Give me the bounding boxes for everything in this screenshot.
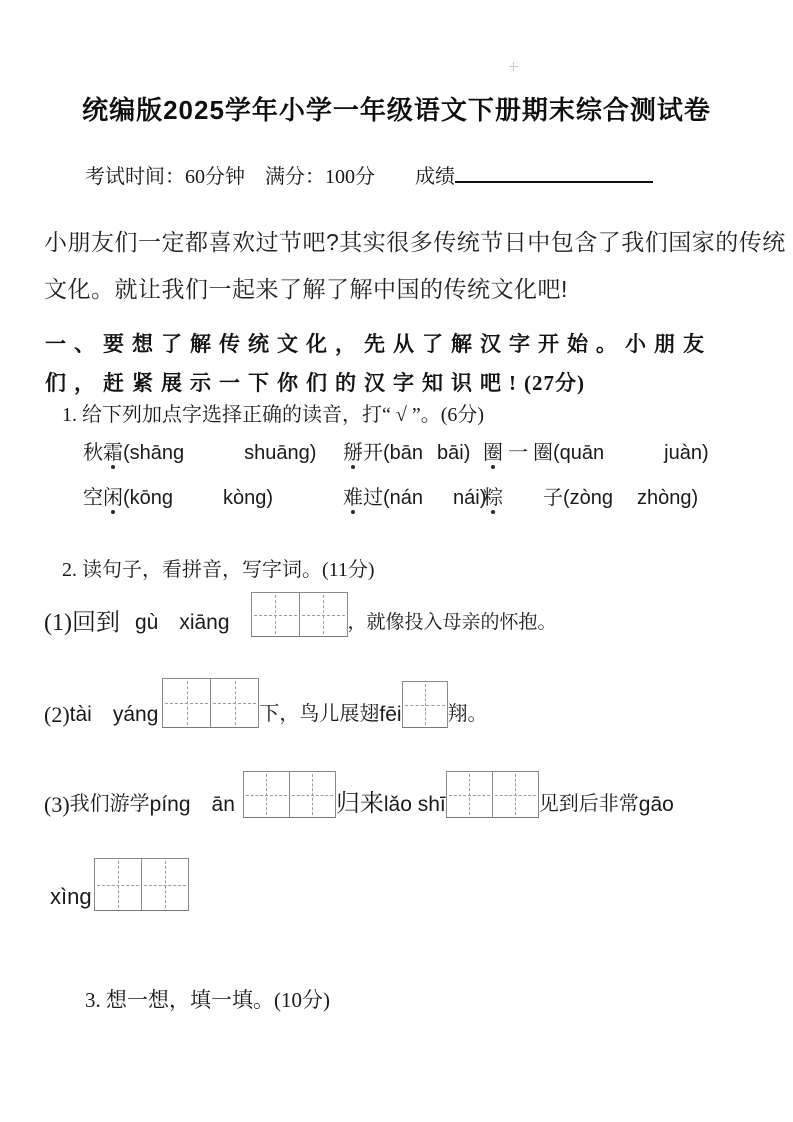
pinyin-options: (nán nái): [383, 487, 487, 509]
row-2-pinyin-1: tài yáng: [69, 702, 159, 726]
item-chars: 空: [83, 487, 103, 509]
row-2-pinyin-2: fēi: [379, 702, 402, 726]
grid-cell: [95, 859, 141, 910]
row-3-pinyin-2: lǎo shī: [383, 792, 446, 816]
grid-cell: [447, 772, 492, 817]
row-3-tail-chinese: 见到后非常: [538, 793, 639, 815]
row-1-label: (1)回到: [44, 610, 120, 636]
row-2-mid-text: 下，鸟儿展翅: [259, 703, 380, 725]
dotted-char: 闲: [103, 487, 123, 509]
fill-blank-row-2: [44, 678, 488, 728]
writing-grid: [94, 858, 189, 911]
pinyin-choice-item-5: [343, 481, 486, 510]
question-1-text: 1. 给下列加点字选择正确的读音，打“ √ ”。(6分): [62, 404, 485, 426]
score-underline: [455, 161, 653, 183]
item-chars: 开: [363, 442, 383, 464]
row-1-pinyin: gù xiāng: [134, 610, 230, 634]
item-chars: 过: [363, 487, 383, 509]
writing-grid: [446, 771, 539, 818]
row-1-after-text: ，就像投入母亲的怀抱。: [347, 612, 557, 634]
pinyin-options: (kōng kòng): [123, 487, 274, 509]
grid-cell: [252, 593, 299, 636]
fill-blank-row-4: [50, 858, 189, 911]
item-chars: 子: [503, 487, 563, 509]
pinyin-choice-item-6: [483, 481, 698, 510]
dotted-char: 霜: [103, 442, 123, 464]
row-3-pinyin-1: píng ān: [149, 792, 235, 816]
pinyin-options: (bān bāi): [383, 442, 471, 464]
row-3-tail-pinyin: gāo: [638, 792, 674, 816]
page-title: 统编版2025学年小学一年级语文下册期末综合测试卷: [82, 95, 711, 125]
pinyin-choice-item-2: [343, 436, 470, 465]
section-1-score: (27分): [524, 371, 585, 395]
grid-cell: [299, 593, 347, 636]
dotted-char: 粽: [483, 487, 503, 509]
grid-cell: [289, 772, 335, 817]
row-4-pinyin: xìng: [50, 883, 92, 909]
grid-cell: [210, 679, 258, 727]
writing-grid: [243, 771, 336, 818]
pinyin-choice-item-4: [83, 481, 273, 510]
row-3-mid-chinese: 归来: [335, 791, 384, 817]
grid-cell: [244, 772, 289, 817]
section-1-heading-line2-text: 们，赶紧展示一下你们的汉字知识吧!: [45, 371, 524, 395]
question-3-text: 3. 想一想，填一填。(10分): [85, 988, 330, 1012]
dotted-char: 难: [343, 487, 363, 509]
pinyin-options: (quān juàn): [553, 442, 709, 464]
section-1-heading-line1: 一、要想了解传统文化，先从了解汉字开始。小朋友: [45, 332, 712, 356]
item-chars: 一 圈: [503, 442, 553, 464]
grid-cell: [403, 682, 447, 727]
pinyin-choice-item-1: [83, 436, 316, 465]
pinyin-choice-item-3: [483, 436, 709, 465]
writing-grid: [251, 592, 348, 637]
section-1-heading: [45, 325, 712, 403]
exam-info-text: 考试时间：60分钟 满分：100分 成绩: [85, 166, 455, 188]
dotted-char: 圈: [483, 442, 503, 464]
intro-line-1: 小朋友们一定都喜欢过节吧?其实很多传统节日中包含了我们国家的传统: [44, 229, 786, 255]
grid-cell: [163, 679, 210, 727]
row-2-label: (2): [44, 702, 70, 727]
item-chars: 秋: [83, 442, 103, 464]
fill-blank-row-1: [44, 592, 557, 637]
grid-cell: [492, 772, 538, 817]
exam-info: [85, 160, 653, 189]
fill-blank-row-3: [44, 771, 674, 818]
writing-grid: [402, 681, 448, 728]
intro-line-2: 文化。就让我们一起来了解了解中国的传统文化吧!: [44, 276, 568, 302]
intro-paragraph: [44, 219, 786, 313]
grid-cell: [141, 859, 188, 910]
stray-crop-mark: [509, 62, 518, 71]
pinyin-options: (shāng shuāng): [123, 442, 317, 464]
pinyin-options: (zòng zhòng): [563, 487, 699, 509]
row-3-label: (3): [44, 792, 70, 817]
row-3-chinese-1: 我们游学: [69, 793, 150, 815]
question-2-text: 2. 读句子，看拼音，写字词。(11分): [62, 559, 375, 581]
writing-grid: [162, 678, 259, 728]
row-2-tail-text: 翔。: [447, 703, 488, 725]
dotted-char: 掰: [343, 442, 363, 464]
